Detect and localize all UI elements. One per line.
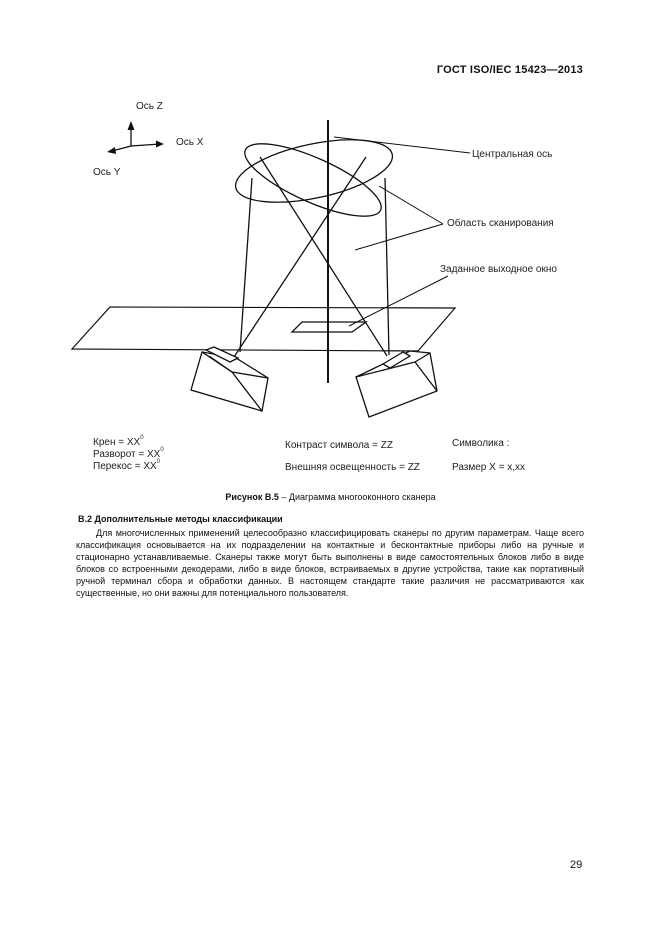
document-header: ГОСТ ISO/IEC 15423—2013 xyxy=(436,64,583,76)
x-axis-arrow xyxy=(131,144,160,146)
cone-diagonal-1 xyxy=(260,157,387,356)
scan-ring-upper xyxy=(230,128,398,214)
cone-diagonal-2 xyxy=(232,157,366,360)
scanner-head-left xyxy=(191,347,268,411)
callout-line-scan-1 xyxy=(379,186,443,224)
cone-edge-left xyxy=(240,178,252,352)
roll-readout: Крен = $XX^0$ xyxy=(93,435,144,448)
output-window-label: Заданное выходное окно xyxy=(440,264,557,275)
ambient-readout: Внешняя освещенность = ZZ xyxy=(285,462,420,473)
symbology-readout: Символика : xyxy=(452,438,510,449)
figure-caption: Рисунок B.5 – Диаграмма многооконного сканера xyxy=(225,492,436,502)
callout-line-scan-2 xyxy=(355,224,443,250)
skew-readout: Перекос = $XX^0$ xyxy=(93,459,161,472)
size-readout: Размер X = x,xx xyxy=(452,462,525,473)
callout-line-central xyxy=(334,137,470,153)
scanner-head-right xyxy=(356,351,437,417)
scan-ring-lower xyxy=(236,130,389,230)
callout-line-window xyxy=(349,276,448,326)
section-heading: B.2 Дополнительные методы классификации xyxy=(78,514,283,524)
axis-x-label: Ось X xyxy=(176,137,204,148)
axis-y-label: Ось Y xyxy=(93,167,121,178)
scan-area-label: Область сканирования xyxy=(447,218,554,229)
reading-plane xyxy=(72,307,455,351)
contrast-readout: Контраст символа = ZZ xyxy=(285,440,393,451)
cone-edge-right xyxy=(385,178,389,355)
central-axis-label: Центральная ось xyxy=(472,149,553,160)
page-number: 29 xyxy=(570,859,583,871)
pitch-readout: Разворот = $XX^0$ xyxy=(93,447,164,460)
scanner-diagram xyxy=(0,0,661,440)
axis-z-label: Ось Z xyxy=(136,101,163,112)
section-paragraph: Для многочисленных применений целесообразно классифицировать сканеры по другим параметрам. Чаще всего классификация основывается на их подразделении на контактные и бесконтактные приборы либо на ручные и стационарно устанавливаемые. Сканеры также могут быть выполнены в виде самостоятельных блоков либо в виде блоков со встроенными декодерами, либо в виде блоков, встраиваемых в другие устройства, такие как портативный ручной терминал сбора и обработки данных. В настоящем стандарте такие различия не рассматриваются как существенные, но они важны для потенциального пользователя. xyxy=(76,528,584,598)
